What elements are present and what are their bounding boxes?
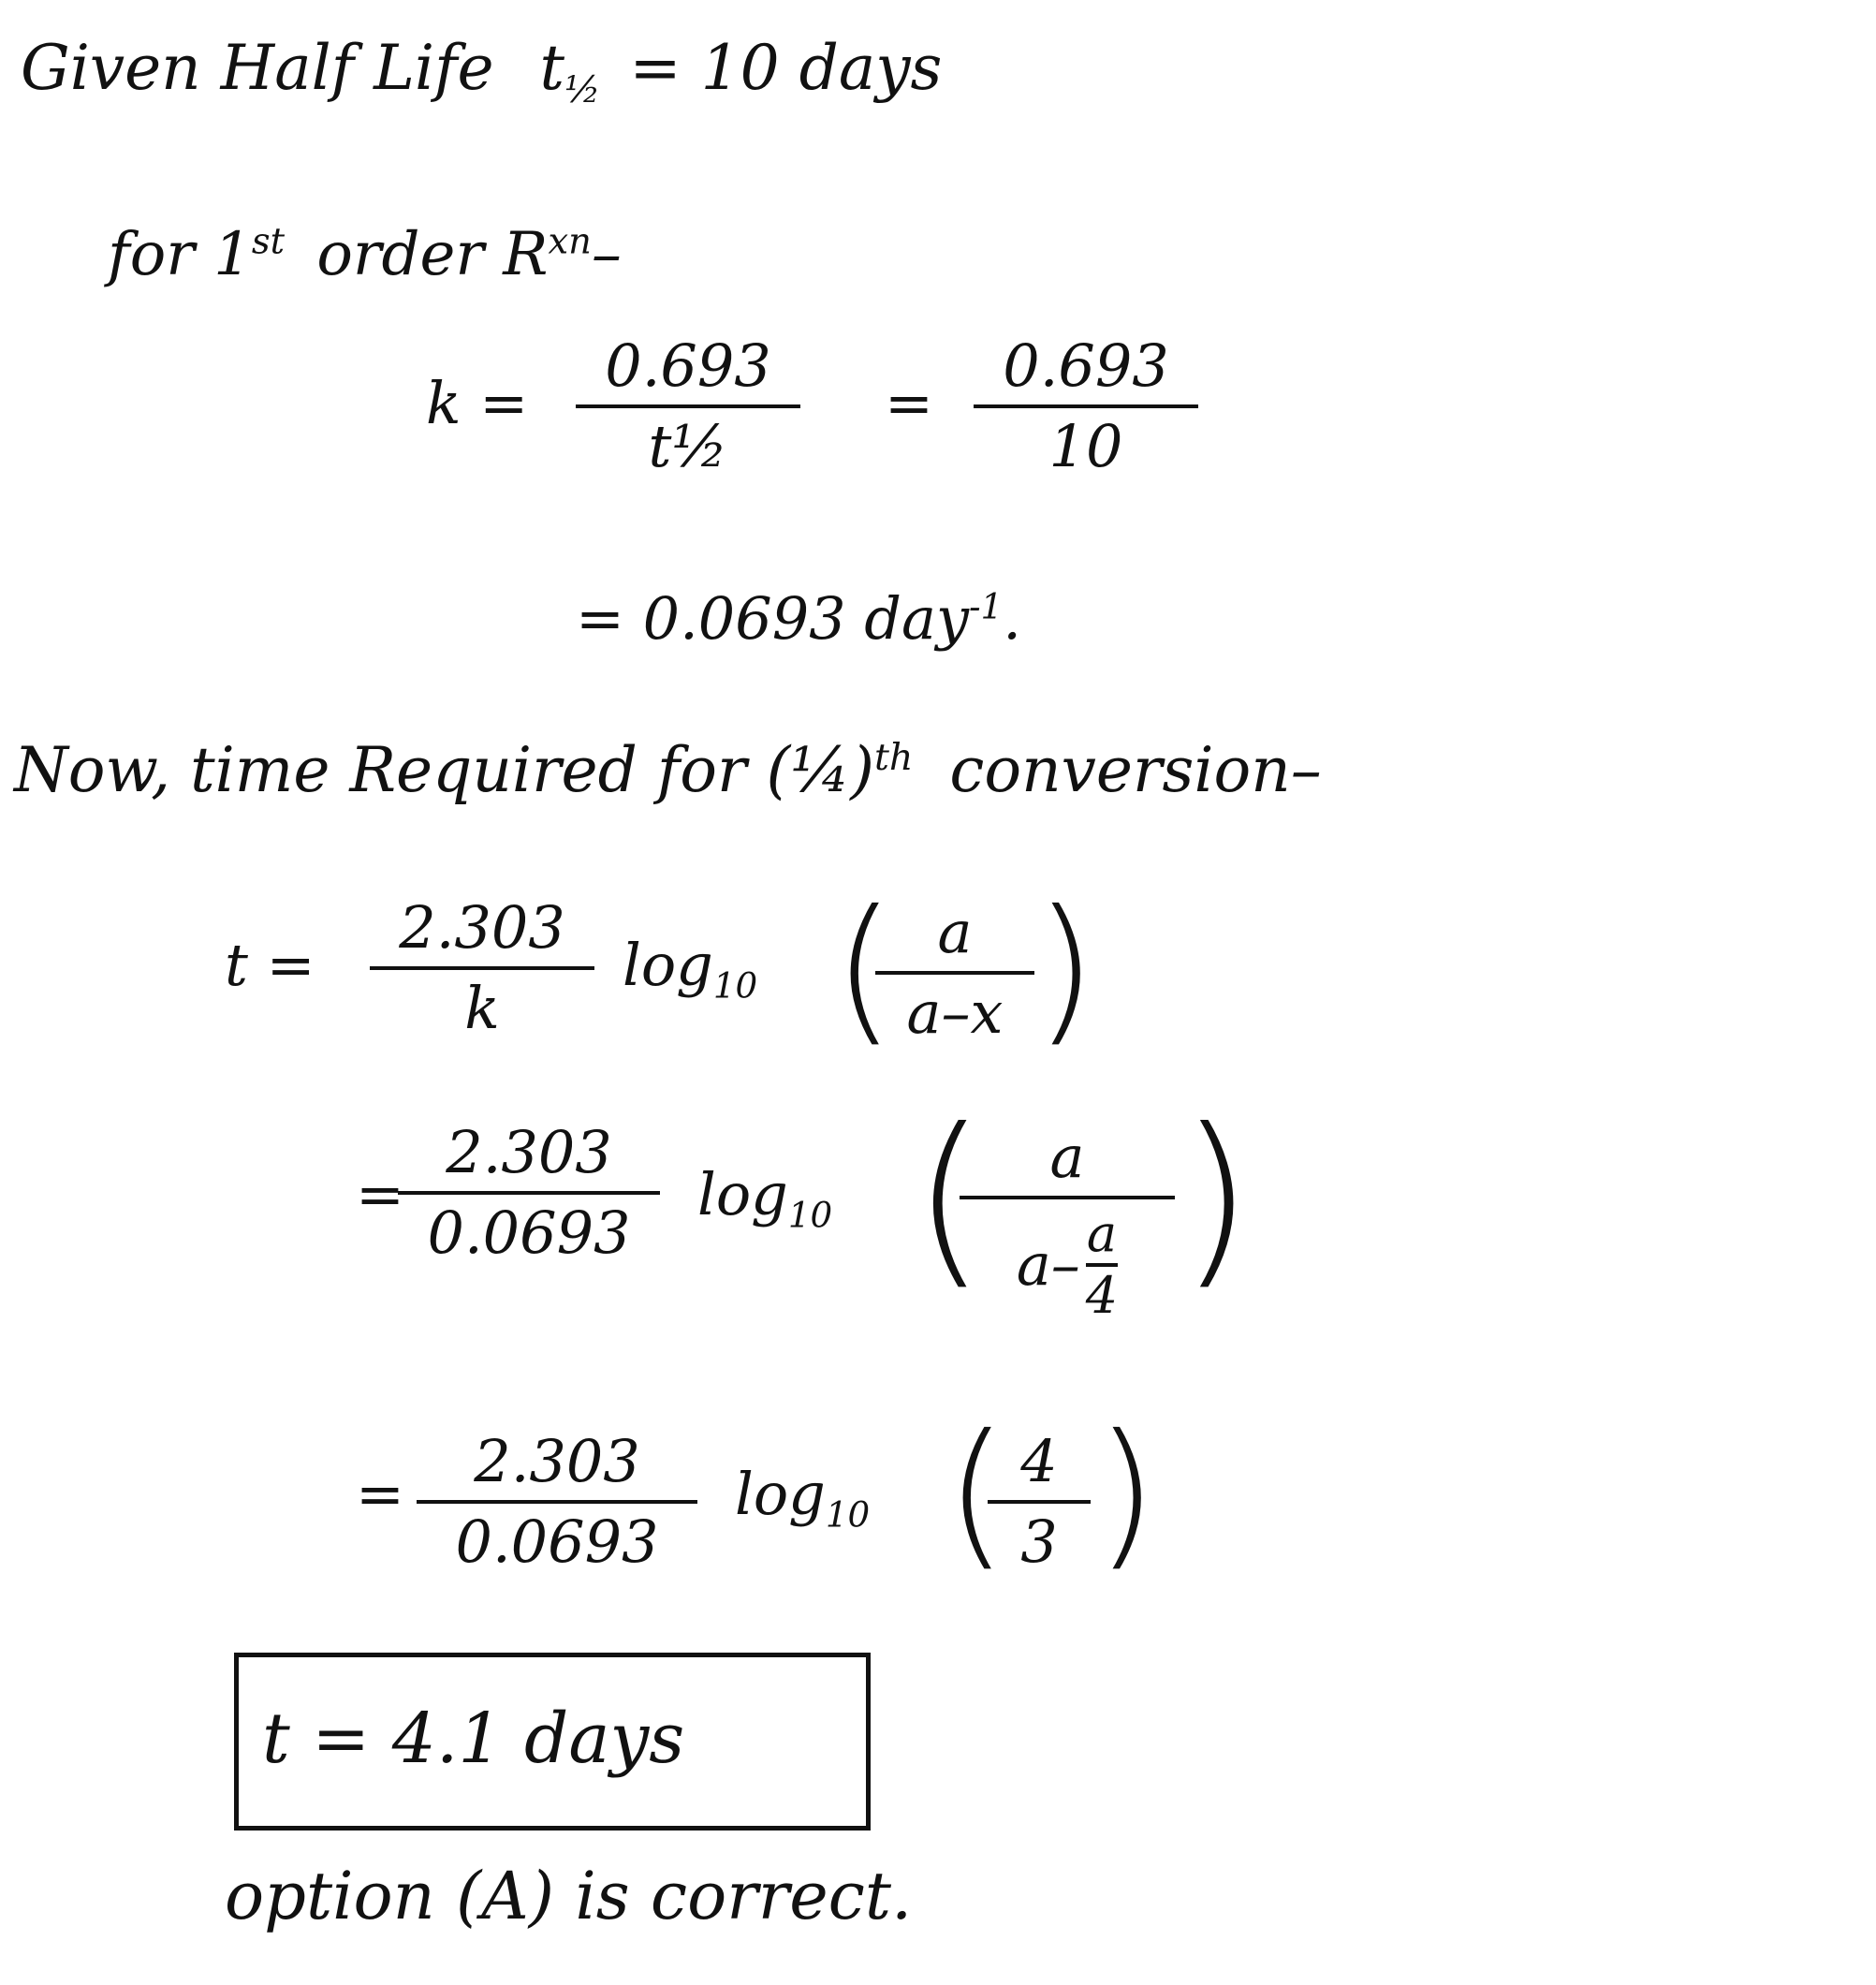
t-formula-fraction: 2.303 k [370,899,594,1037]
given-label: Given Half Life [21,32,494,104]
now-line: Now, time Required for (¼)$^{th}$ conversion– [14,734,1322,806]
left-paren: ( [833,876,896,1062]
k-fraction-2 [974,331,1198,480]
k-value-line: = 0.0693 day$^{-1}$. [576,584,1021,653]
k-equals-2: = [885,369,933,437]
fraction-bar [988,1500,1091,1504]
left-paren: ( [913,1089,987,1307]
fraction-bar [417,1500,697,1504]
th-superscript: th [873,736,914,779]
k-fraction-2-denominator: 10 [1048,412,1123,480]
log-base: 10 [712,964,758,1007]
half-life-symbol: $t_{\frac{1}{2}}$ [539,32,601,112]
answer-text: t = 4.1 days [262,1698,685,1779]
conclusion-text: option (A) is correct. [225,1858,913,1934]
step2-inner-fraction: a a– a 4 [960,1128,1175,1321]
log-base: 10 [787,1194,833,1236]
right-paren: ) [1034,876,1097,1062]
log-base: 10 [825,1493,871,1536]
half-life-value: = 10 days [629,32,943,104]
step2-log: $\log_{10}$ [697,1160,833,1236]
k-fraction-2-numerator: 0.693 [1003,331,1169,400]
k-fraction-1 [576,331,800,480]
day-exponent: -1 [968,585,1004,627]
nested-fraction: a 4 [1085,1204,1119,1325]
t-formula-log: $\log_{10}$ [623,931,758,1007]
right-paren: ) [1095,1401,1158,1586]
fraction-bar [875,971,1034,975]
given-line [21,32,943,112]
fraction-bar [576,404,800,408]
fraction-bar [974,404,1198,408]
step2-fraction: 2.303 0.0693 [398,1124,660,1262]
step3-log: $\log_{10}$ [735,1460,871,1536]
half-subscript: ½ [564,68,601,112]
fraction-bar [960,1196,1175,1199]
k-fraction-1-numerator: 0.693 [605,331,771,400]
step3-inner-fraction: 4 3 [988,1433,1091,1571]
step3-fraction: 2.303 0.0693 [417,1433,697,1571]
xn-superscript: xn [548,220,592,263]
first-order-line: for 1st order $R^{xn}-$ [108,220,622,289]
t-formula-lhs: t = [225,931,315,999]
st-superscript: st [251,220,286,263]
left-paren: ( [945,1401,1008,1586]
k-lhs: k = [426,369,529,437]
step2-equals: = [356,1160,404,1228]
fraction-bar [370,966,594,970]
fraction-bar [398,1191,660,1195]
inner-denominator: a– a 4 [1016,1204,1119,1325]
right-paren: ) [1180,1089,1253,1307]
k-fraction-1-denominator: t½ [648,412,728,480]
step3-equals: = [356,1460,404,1528]
t-formula-inner-fraction: a a–x [875,904,1034,1042]
